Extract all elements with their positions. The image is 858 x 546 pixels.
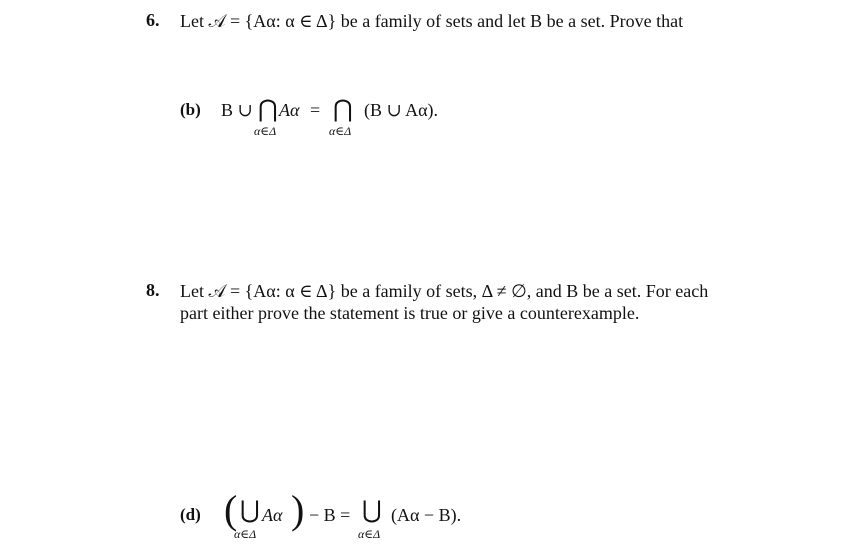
part-b-rhs-term: (B ∪ Aα).: [364, 100, 439, 120]
part-b-equals: =: [310, 100, 321, 120]
part-b-index-left: α∈Δ: [254, 124, 277, 138]
problem-8-number: 8.: [146, 280, 160, 300]
part-d-minus-b-equals: − B =: [309, 505, 351, 525]
problem-6-number: 6.: [146, 10, 160, 30]
part-d-label: (d): [180, 505, 201, 524]
part-b-lhs-term: Aα: [279, 100, 300, 120]
part-d-open-paren: (: [224, 487, 238, 532]
part-d-index-right: α∈Δ: [358, 527, 381, 541]
part-b-intersection-icon: ⋂: [258, 97, 278, 123]
part-b-index-right: α∈Δ: [329, 124, 352, 138]
part-d-rhs-term: (Aα − B).: [391, 505, 462, 525]
problem-8-statement-line-2: part either prove the statement is true or give a counterexample.: [180, 303, 640, 323]
part-b-label: (b): [180, 100, 201, 119]
part-d-inner-term: Aα: [262, 505, 283, 525]
part-d-union-icon: ⋃: [240, 498, 260, 524]
part-d-close-paren: ): [291, 487, 305, 532]
part-d-rhs-union-icon: ⋃: [362, 498, 382, 524]
problem-8-statement-line-1: Let 𝒜 = {Aα: α ∈ Δ} be a family of sets, Δ ≠ ∅, and B be a set. For each: [180, 281, 709, 301]
problem-6-statement: Let 𝒜 = {Aα: α ∈ Δ} be a family of sets and let B be a set. Prove that: [180, 11, 684, 31]
part-d-index-left: α∈Δ: [234, 527, 257, 541]
part-b-lhs-prefix: B ∪: [221, 100, 253, 120]
part-b-rhs-intersection-icon: ⋂: [333, 97, 353, 123]
